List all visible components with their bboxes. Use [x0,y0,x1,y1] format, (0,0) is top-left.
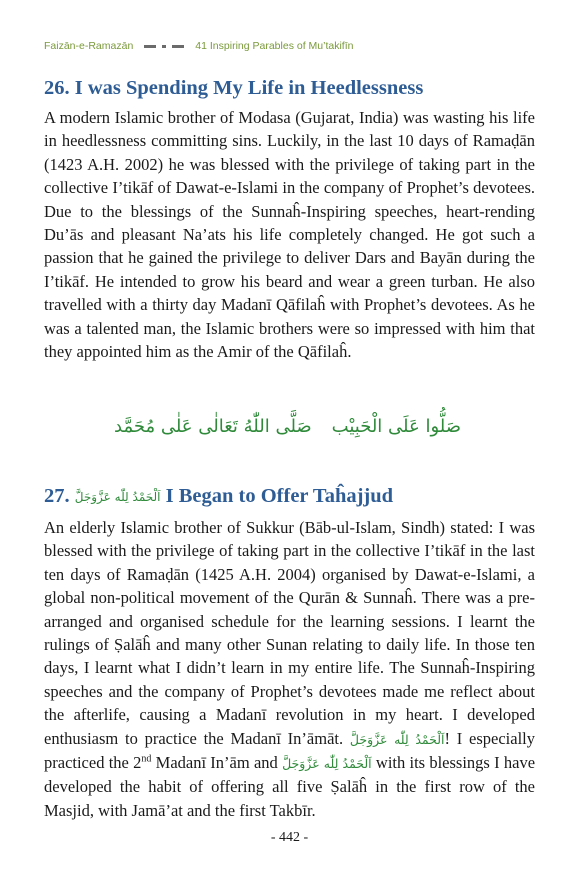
story-27-body-2: ! I especially practiced the 2 [44,728,535,773]
book-title: Faizān-e-Ramazān [44,40,134,52]
running-head [44,40,535,52]
story-27-body-4: with its blessings I have developed the habit of offering all five Ṣalāĥ in the first row of the Masjid, with Jamā’at and the first Takbīr. [44,753,536,820]
separator-dashes [141,45,187,48]
story-26-heading: 26. I was Spending My Life in Heedlessness [44,77,424,99]
salutation-right: صَلُّوا عَلَى الْحَبِيْب [331,416,461,437]
arabic-phrase-1: اَلْحَمْدُ لِلّٰه عَزَّوَجَلَّ [349,731,445,747]
story-27-title: I Began to Offer Taĥajjud [165,485,394,507]
story-26-body: A modern Islamic brother of Modasa (Gujarat, India) was wasting his life in heedlessness committing sins. Luckily, in the last 10 days of Ramaḍān (1423 A.H. 2002) he was blessed with the privilege of taking part in the collective I’tikāf of Dawat-e-Islami in the company of Prophet’s devotees. Due to the blessings of the Sunnaĥ-Inspiring speeches, heart-rending Du’ās and pleasant Na’ats his life completely changed. He got such a passion that he gained the privilege to deliver Dars and Bayān during the I’tikāf. He intended to grow his beard and wear a green turban. He also travelled with a thirty day Madanī Qāfilaĥ with Prophet’s devotees. As he was a talented man, the Islamic brothers were so impressed with him that they appointed him as the Amir of the Qāfilaĥ. [44,108,535,362]
story-27-heading [44,485,535,508]
story-27-title-arabic: اَلْحَمْدُ لِلّٰه عَزَّوَجَلَّ [74,490,161,504]
arabic-phrase-2: اَلْحَمْدُ لِلّٰه عَزَّوَجَلَّ [282,756,372,772]
salutation-left: صَلَّى اللّٰهُ تَعَالٰى عَلٰى مُحَمَّد [114,416,312,437]
ordinal-suffix: nd [141,753,152,765]
story-27-number: 27. [44,485,70,507]
page-number: - 442 - [270,830,309,845]
story-27-body [44,516,535,822]
salutations [44,414,535,448]
story-27-body-1: An elderly Islamic brother of Sukkur (Bāb-ul-Islam, Sindh) stated: I was blessed with the privilege of taking part in the collective I’tikāf in the last ten days of Ramaḍān (1425 A.H. 2004) organised by Dawat-e-Islami, a global non-political movement of the Qurān & Sunnaĥ. There was a pre-arranged and organised schedule for the learning sessions. I learnt the rulings of Ṣalāĥ and many other Sunan relating to daily life. In those ten days, I learnt what I didn’t learn in my entire life. The Sunnaĥ-Inspiring speeches and the company of Prophet’s devotees made me reflect about the afterlife, causing a Madanī revolution in my heart. I developed enthusiasm to practice the Madanī In’āmāt. [44,518,535,748]
section-title: 41 Inspiring Parables of Mu’takifīn [195,40,354,52]
story-27-body-3: Madanī In’ām and [151,753,278,773]
